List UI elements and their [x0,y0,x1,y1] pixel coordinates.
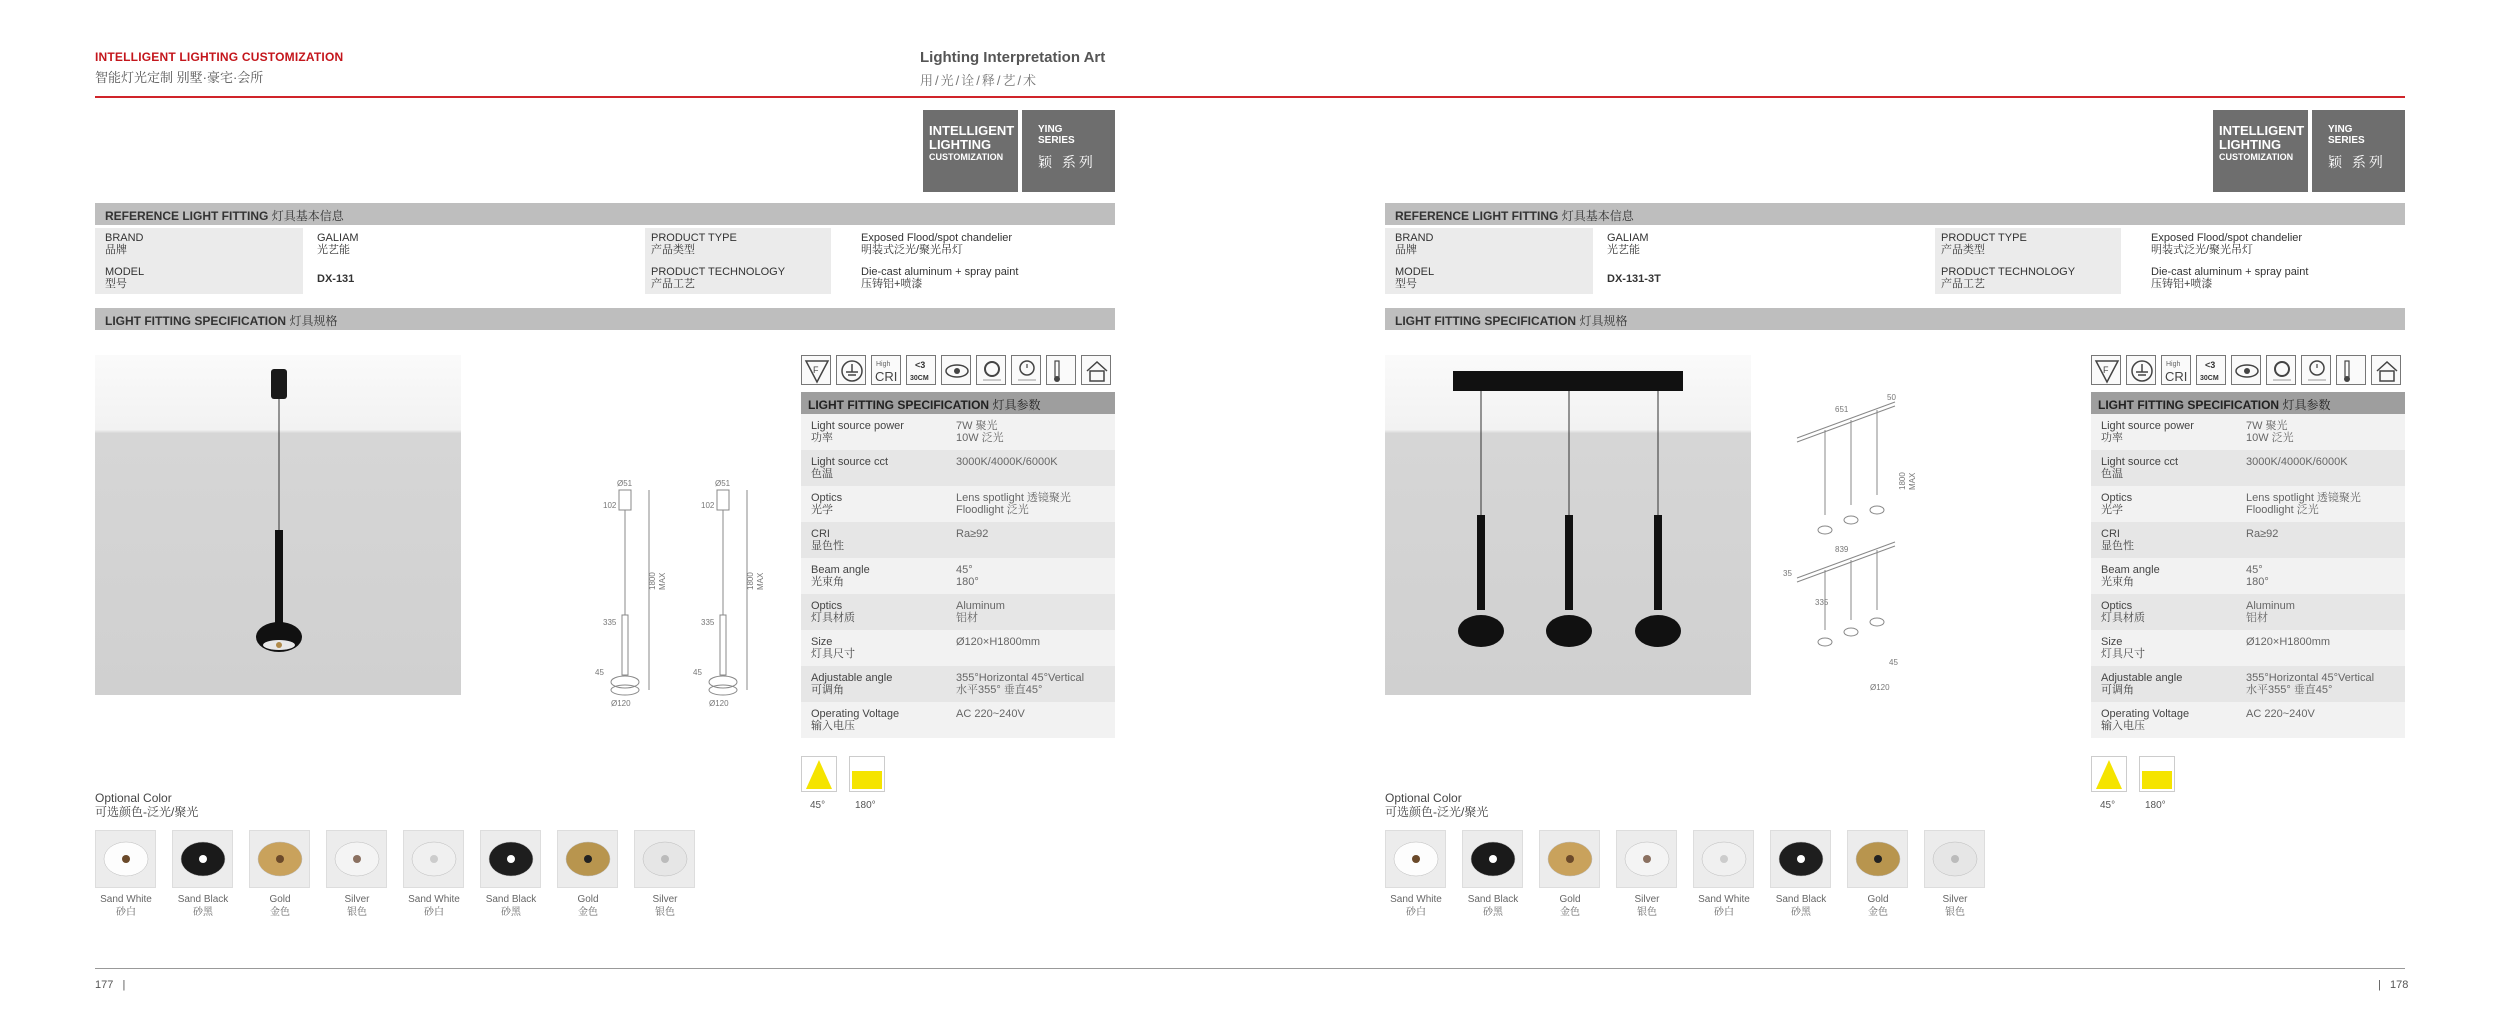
color-swatch-label: Silver 银色 [652,894,678,918]
spec-row [801,702,1115,738]
footer-divider [95,968,2405,969]
svg-text:1800: 1800 [746,572,755,590]
intelligent-lighting-tag: INTELLIGENT LIGHTING CUSTOMIZATION [2213,110,2308,192]
model-value: DX-131-3T [1607,273,1661,285]
beam-45-label: 45° [2100,800,2116,811]
color-swatch [172,830,233,888]
product-photo [1385,355,1751,695]
color-swatch [1770,830,1831,888]
svg-text:MAX: MAX [658,572,667,590]
left-page [95,0,1115,1035]
spec-key: Size 灯具尺寸 [811,636,855,661]
spec-row [2091,702,2405,738]
color-swatch [1462,830,1523,888]
spec-value: 355°Horizontal 45°Vertical 水平355° 垂直45° [2246,672,2375,697]
product-type-label: PRODUCT TYPE 产品类型 [651,232,737,257]
ground-icon [836,355,866,385]
page-number-right: | 178 [2378,979,2409,991]
spec-value: Ra≥92 [956,528,989,540]
svg-text:1800: 1800 [648,572,657,590]
distance-icon [906,355,936,385]
spec-row [801,630,1115,666]
model-label: MODEL 型号 [105,266,145,291]
product-tech-value: Die-cast aluminum + spray paint 压铸铝+喷漆 [2151,266,2309,291]
svg-text:335: 335 [1815,598,1829,607]
model-label: MODEL 型号 [1395,266,1435,291]
svg-text:Ø120: Ø120 [709,699,729,708]
spec-key: Optics 光学 [2101,492,2133,517]
center-title-cn: 用/光/诠/释/艺/术 [920,73,1039,88]
spec-row [801,486,1115,522]
spec-key: Size 灯具尺寸 [2101,636,2145,661]
spec-value: Lens spotlight 透镜聚光 Floodlight 泛光 [956,492,1071,517]
indoor-icon [2371,355,2401,385]
color-swatch-label: Sand White 砂白 [100,894,152,918]
color-swatch [249,830,310,888]
fitting-specification-bar: LIGHT FITTING SPECIFICATION 灯具规格 [1385,308,2405,330]
color-swatch-label: Gold 金色 [1559,894,1581,918]
color-swatch [1924,830,1985,888]
svg-text:45: 45 [595,668,604,677]
svg-text:Ø120: Ø120 [611,699,631,708]
series-tag: YING SERIES 颖 系列 [2312,110,2405,192]
svg-text:45: 45 [693,668,702,677]
color-swatch [95,830,156,888]
reference-info-table [95,228,1115,294]
spec-key: Operating Voltage 输入电压 [2101,708,2190,733]
reference-fitting-bar: REFERENCE LIGHT FITTING 灯具基本信息 [1385,203,2405,225]
spec-key: Light source power 功率 [2101,420,2194,445]
lifetime-icon [1011,355,1041,385]
spec-key: CRI 显色性 [811,528,844,553]
spec-row [2091,558,2405,594]
f-mark-icon [2091,355,2121,385]
eye-icon [941,355,971,385]
spec-value: 7W 聚光 10W 泛光 [956,420,1004,445]
spec-value: Lens spotlight 透镜聚光 Floodlight 泛光 [2246,492,2361,517]
dim-icon [2266,355,2296,385]
dim-icon [976,355,1006,385]
color-swatch-label: Sand Black 砂黑 [1467,894,1519,918]
svg-text:High: High [876,361,891,368]
temperature-icon [2336,355,2366,385]
spec-row [801,450,1115,486]
color-swatch-label: Silver 银色 [1942,894,1968,918]
f-mark-icon [801,355,831,385]
spec-row [2091,666,2405,702]
spec-key: Optics 灯具材质 [811,600,855,625]
spec-key: Light source cct 色温 [2101,456,2179,481]
color-swatch [1693,830,1754,888]
color-swatch [634,830,695,888]
spec-value: Ra≥92 [2246,528,2279,540]
brand-value: GALIAM 光艺能 [1607,232,1649,257]
color-swatch [1385,830,1446,888]
pendant-lamp-illustration [1385,355,1751,695]
optional-color-title: Optional Color 可选颜色-泛光/聚光 [1385,791,1489,820]
spec-value: 3000K/4000K/6000K [956,456,1058,468]
spec-key: Beam angle 光束角 [2101,564,2160,589]
svg-text:30CM: 30CM [910,375,929,382]
beam-45-label: 45° [810,800,826,811]
brand-title-en: INTELLIGENT LIGHTING CUSTOMIZATION [95,50,344,64]
color-swatch-label: Sand Black 砂黑 [177,894,229,918]
color-swatch-label: Sand White 砂白 [408,894,460,918]
svg-text:<3: <3 [915,360,926,370]
color-swatch-label: Sand Black 砂黑 [485,894,537,918]
color-swatches [95,830,715,930]
beam-180-icon [849,756,885,792]
spec-row [801,522,1115,558]
spec-key: Light source power 功率 [811,420,904,445]
svg-text:102: 102 [701,501,715,510]
spec-value: Ø120×H1800mm [2246,636,2331,648]
color-swatch-label: Silver 银色 [344,894,370,918]
spec-value: AC 220~240V [956,708,1025,720]
spec-value: 45° 180° [2246,564,2269,589]
color-swatch-label: Sand White 砂白 [1698,894,1750,918]
spec-row [801,594,1115,630]
spec-value: 355°Horizontal 45°Vertical 水平355° 垂直45° [956,672,1085,697]
svg-text:CRI: CRI [2165,369,2188,384]
svg-text:Ø120: Ø120 [1870,683,1890,692]
svg-text:35: 35 [1783,569,1792,578]
svg-text:335: 335 [603,618,617,627]
svg-text:CRI: CRI [875,369,898,384]
eye-icon [2231,355,2261,385]
pendant-lamp-illustration [95,355,461,695]
beam-45-icon [801,756,837,792]
beam-180-label: 180° [2145,800,2166,811]
reference-info-table [1385,228,2405,294]
spec-row [2091,414,2405,450]
feature-icon-row [801,355,1115,387]
spec-key: CRI 显色性 [2101,528,2134,553]
svg-text:651: 651 [1835,405,1849,414]
svg-text:30CM: 30CM [2200,375,2219,382]
technical-drawing [1775,350,2115,710]
lifetime-icon [2301,355,2331,385]
svg-text:High: High [2166,361,2181,368]
spec-table [801,392,1115,738]
product-type-label: PRODUCT TYPE 产品类型 [1941,232,2027,257]
svg-text:MAX: MAX [1908,472,1917,490]
svg-text:1800: 1800 [1898,472,1907,490]
color-swatch [1616,830,1677,888]
spec-row [2091,486,2405,522]
brand-title-cn: 智能灯光定制 别墅·豪宅·会所 [95,70,264,85]
optional-color-title: Optional Color 可选颜色-泛光/聚光 [95,791,199,820]
spec-key: Adjustable angle 可调角 [2101,672,2183,697]
spec-value: AC 220~240V [2246,708,2315,720]
svg-text:50: 50 [1887,393,1896,402]
beam-180-label: 180° [855,800,876,811]
svg-text:Ø51: Ø51 [617,479,633,488]
spec-row [801,666,1115,702]
spec-key: Optics 灯具材质 [2101,600,2145,625]
svg-text:F: F [813,365,819,375]
fitting-specification-bar: LIGHT FITTING SPECIFICATION 灯具规格 [95,308,1115,330]
svg-text:45: 45 [1889,658,1898,667]
svg-text:MAX: MAX [756,572,765,590]
product-tech-label: PRODUCT TECHNOLOGY 产品工艺 [1941,266,2076,291]
spec-row [801,558,1115,594]
page-number-left: 177 | [95,979,126,991]
spec-row [2091,450,2405,486]
spec-value: 45° 180° [956,564,979,589]
spec-row [2091,522,2405,558]
product-tech-label: PRODUCT TECHNOLOGY 产品工艺 [651,266,786,291]
right-page [1385,0,2405,1035]
center-title-en: Lighting Interpretation Art [920,49,1106,66]
beam-45-icon [2091,756,2127,792]
brand-value: GALIAM 光艺能 [317,232,359,257]
color-swatch-label: Gold 金色 [577,894,599,918]
spec-key: Adjustable angle 可调角 [811,672,893,697]
beam-180-icon [2139,756,2175,792]
spec-value: Aluminum 铝材 [2246,600,2295,625]
reference-fitting-bar: REFERENCE LIGHT FITTING 灯具基本信息 [95,203,1115,225]
color-swatch-label: Sand White 砂白 [1390,894,1442,918]
temperature-icon [1046,355,1076,385]
indoor-icon [1081,355,1111,385]
brand-label: BRAND 品牌 [1395,232,1434,257]
spec-value: Aluminum 铝材 [956,600,1005,625]
spec-value: 7W 聚光 10W 泛光 [2246,420,2294,445]
model-value: DX-131 [317,273,355,285]
cri-icon [2161,355,2191,385]
spec-key: Optics 光学 [811,492,843,517]
svg-text:<3: <3 [2205,360,2216,370]
svg-text:F: F [2103,365,2109,375]
product-tech-value: Die-cast aluminum + spray paint 压铸铝+喷漆 [861,266,1019,291]
series-tag: YING SERIES 颖 系列 [1022,110,1115,192]
svg-text:Ø51: Ø51 [715,479,731,488]
spec-row [2091,594,2405,630]
color-swatch [403,830,464,888]
spec-value: 3000K/4000K/6000K [2246,456,2348,468]
svg-text:102: 102 [603,501,617,510]
spec-value: Ø120×H1800mm [956,636,1041,648]
brand-label: BRAND 品牌 [105,232,144,257]
intelligent-lighting-tag: INTELLIGENT LIGHTING CUSTOMIZATION [923,110,1018,192]
color-swatch-label: Sand Black 砂黑 [1775,894,1827,918]
svg-text:335: 335 [701,618,715,627]
color-swatch-label: Silver 银色 [1634,894,1660,918]
spec-table-header: LIGHT FITTING SPECIFICATION 灯具参数 [801,392,1115,414]
feature-icon-row [2091,355,2405,387]
spec-row [801,414,1115,450]
color-swatch [480,830,541,888]
cri-icon [871,355,901,385]
distance-icon [2196,355,2226,385]
svg-text:839: 839 [1835,545,1849,554]
color-swatch-label: Gold 金色 [1867,894,1889,918]
spec-key: Beam angle 光束角 [811,564,870,589]
spec-table [2091,392,2405,738]
spec-table-header: LIGHT FITTING SPECIFICATION 灯具参数 [2091,392,2405,414]
color-swatch [1847,830,1908,888]
color-swatch [1539,830,1600,888]
color-swatch [557,830,618,888]
spec-row [2091,630,2405,666]
color-swatch [326,830,387,888]
spec-key: Operating Voltage 输入电压 [811,708,900,733]
spec-key: Light source cct 色温 [811,456,889,481]
color-swatches [1385,830,2005,930]
product-photo [95,355,461,695]
product-type-value: Exposed Flood/spot chandelier 明装式泛光/聚光吊灯 [2151,232,2303,257]
technical-drawing [485,350,825,710]
ground-icon [2126,355,2156,385]
color-swatch-label: Gold 金色 [269,894,291,918]
product-type-value: Exposed Flood/spot chandelier 明装式泛光/聚光吊灯 [861,232,1013,257]
